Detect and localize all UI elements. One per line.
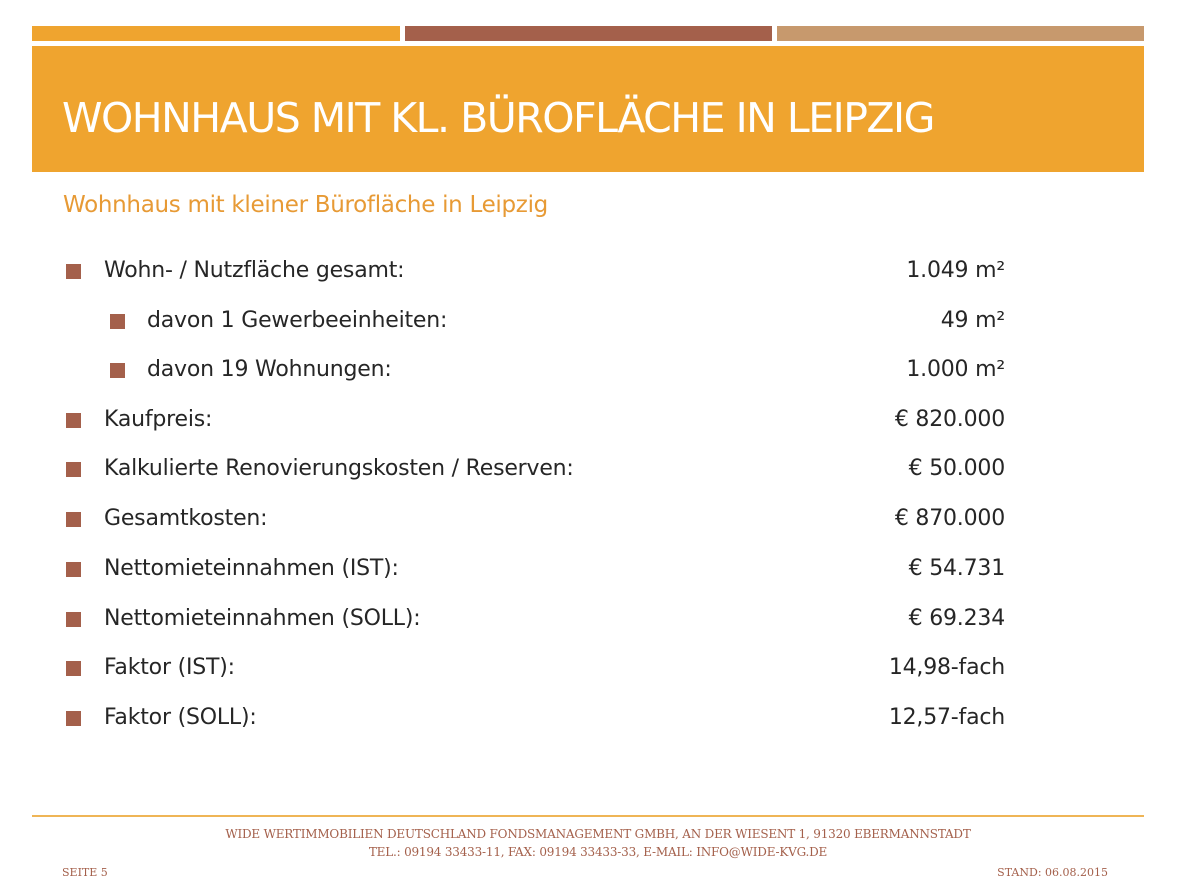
square-bullet-icon [66,512,81,527]
item-label: Gesamtkosten: [104,506,268,531]
item-value: € 50.000 [908,456,1005,481]
item-label: Kalkulierte Renovierungskosten / Reserven: [104,456,574,481]
footer-divider [32,815,1144,817]
top-bar-tan [777,26,1144,41]
footer-contact: TEL.: 09194 33433-11, FAX: 09194 33433-33, E-MAIL: INFO@WIDE-KVG.DE [368,845,828,859]
page-number: SEITE 5 [62,866,108,879]
item-label: Wohn- / Nutzfläche gesamt: [104,258,405,283]
list-item [0,604,1196,634]
slide-subtitle: Wohnhaus mit kleiner Bürofläche in Leipzig [63,192,548,218]
square-bullet-icon [66,462,81,477]
square-bullet-icon [66,264,81,279]
title-band [32,46,1144,172]
item-value: 1.049 m² [906,258,1005,283]
stand-date: STAND: 06.08.2015 [997,866,1108,879]
list-item [0,703,1196,733]
square-bullet-icon [110,363,125,378]
list-item [0,355,1196,385]
square-bullet-icon [66,562,81,577]
item-value: 49 m² [940,308,1005,333]
item-label: Nettomieteinnahmen (SOLL): [104,606,421,631]
item-label: Faktor (SOLL): [104,705,257,730]
footer-company: WIDE WERTIMMOBILIEN DEUTSCHLAND FONDSMANAGEMENT GMBH, AN DER WIESENT 1, 91320 EBERMANNSTADT [225,827,971,841]
item-value: 1.000 m² [906,357,1005,382]
item-value: € 820.000 [894,407,1005,432]
item-value: 12,57-fach [888,705,1005,730]
item-label: davon 19 Wohnungen: [147,357,392,382]
list-item [0,256,1196,286]
list-item [0,653,1196,683]
square-bullet-icon [110,314,125,329]
item-value: € 870.000 [894,506,1005,531]
item-label: Nettomieteinnahmen (IST): [104,556,399,581]
list-item [0,306,1196,336]
square-bullet-icon [66,661,81,676]
square-bullet-icon [66,711,81,726]
list-item [0,554,1196,584]
square-bullet-icon [66,612,81,627]
item-value: € 54.731 [908,556,1005,581]
item-value: € 69.234 [908,606,1005,631]
item-label: Faktor (IST): [104,655,235,680]
list-item [0,454,1196,484]
top-bar-orange [32,26,400,41]
item-label: davon 1 Gewerbeeinheiten: [147,308,448,333]
list-item [0,405,1196,435]
square-bullet-icon [66,413,81,428]
slide-title: WOHNHAUS MIT KL. BÜROFLÄCHE IN LEIPZIG [62,94,934,142]
item-label: Kaufpreis: [104,407,213,432]
list-item [0,504,1196,534]
item-value: 14,98-fach [888,655,1005,680]
top-bar-brown [405,26,772,41]
